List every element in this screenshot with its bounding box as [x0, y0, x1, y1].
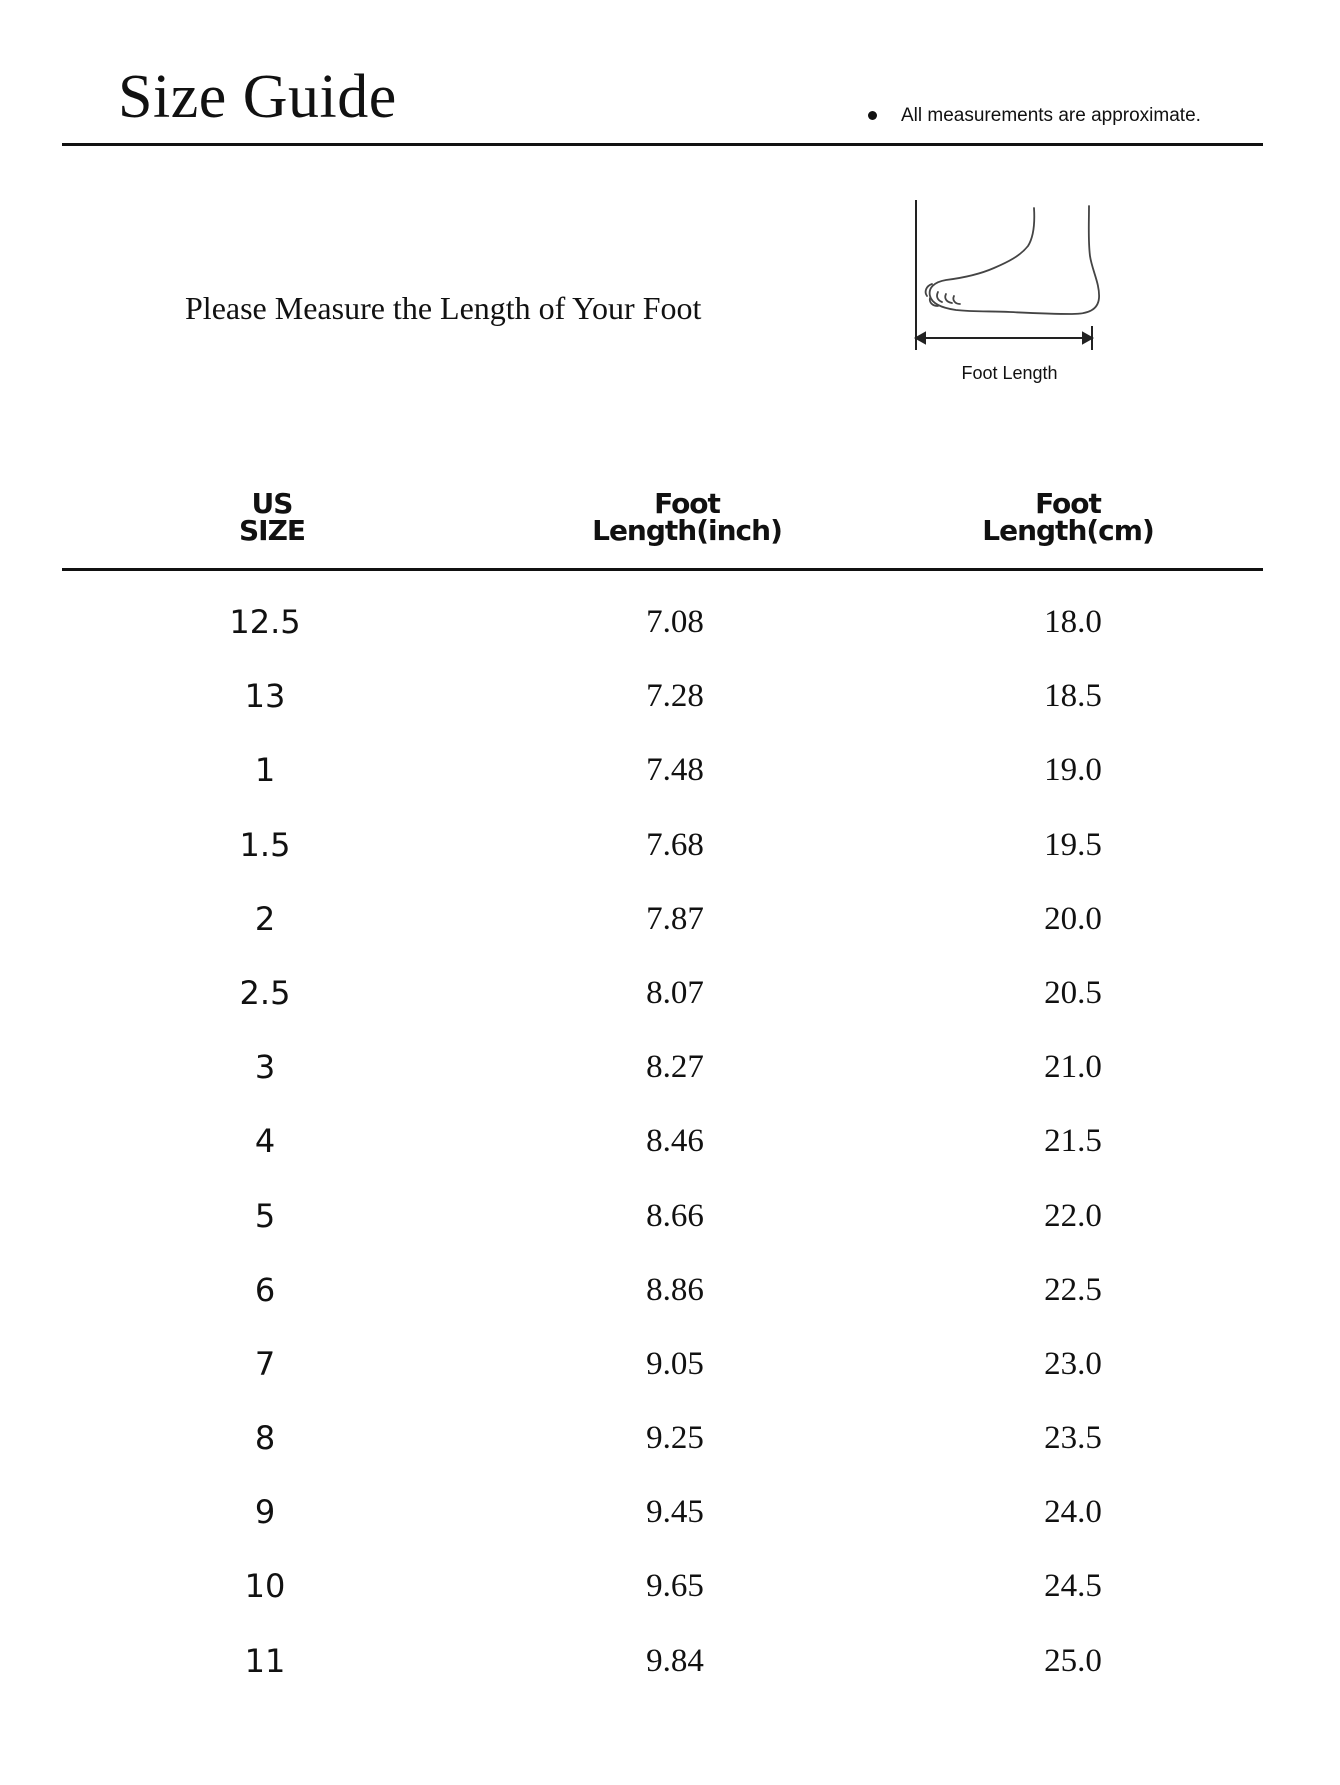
size-table-body	[0, 600, 1340, 1713]
us-size-cell: 4	[254, 1122, 276, 1161]
table-row	[0, 1564, 1340, 1638]
foot-length-cm-header	[982, 487, 1154, 547]
foot-length-cm-cell: 20.0	[1044, 900, 1102, 937]
bullet-icon	[868, 111, 877, 120]
us-size-cell: 10	[244, 1567, 286, 1606]
us-size-cell: 12.5	[229, 603, 301, 641]
us-size-cell: 1	[254, 751, 276, 790]
foot-length-caption: Foot Length	[961, 363, 1058, 383]
us-size-cell: 2.5	[239, 973, 291, 1012]
table-row	[0, 897, 1340, 971]
foot-length-cm-cell: 25.0	[1044, 1642, 1102, 1679]
foot-length-cm-cell: 23.0	[1044, 1345, 1102, 1382]
foot-length-cm-header-line-2: Length(cm)	[982, 514, 1154, 547]
table-row	[0, 823, 1340, 897]
foot-length-cm-cell: 19.5	[1044, 826, 1102, 863]
foot-length-inch-header	[592, 487, 782, 547]
foot-length-cm-cell: 24.5	[1044, 1568, 1102, 1605]
us-size-header	[238, 487, 306, 547]
us-size-cell: 2	[254, 899, 276, 938]
foot-length-inch-cell: 7.68	[646, 826, 704, 863]
table-row	[0, 1045, 1340, 1119]
us-size-header-line-1: US	[251, 487, 293, 520]
table-row	[0, 1639, 1340, 1713]
us-size-header-line-2: SIZE	[238, 514, 306, 547]
foot-length-inch-cell: 7.08	[646, 604, 704, 640]
foot-length-figure	[912, 200, 1112, 390]
table-row	[0, 1342, 1340, 1416]
foot-length-inch-cell: 7.28	[646, 678, 704, 715]
foot-length-cm-cell: 21.5	[1044, 1123, 1102, 1160]
foot-length-inch-header-line-1: Foot	[654, 487, 720, 520]
title-divider	[62, 143, 1263, 146]
foot-length-cm-cell: 24.0	[1044, 1494, 1102, 1531]
us-size-cell: 11	[244, 1641, 286, 1680]
page-title: Size Guide	[118, 63, 397, 131]
foot-length-cm-header-line-1: Foot	[1035, 487, 1101, 520]
us-size-cell: 7	[254, 1344, 276, 1383]
us-size-cell: 3	[254, 1048, 276, 1087]
table-row	[0, 748, 1340, 822]
foot-length-cm-cell: 20.5	[1044, 974, 1102, 1011]
foot-length-inch-cell: 9.84	[646, 1642, 704, 1679]
measure-instruction: Please Measure the Length of Your Foot	[185, 290, 702, 326]
foot-length-cm-cell: 22.0	[1044, 1197, 1102, 1234]
foot-length-diagram-icon	[912, 200, 1112, 360]
foot-length-inch-cell: 8.86	[646, 1271, 704, 1308]
foot-length-inch-cell: 9.25	[646, 1420, 704, 1457]
approximate-note	[868, 106, 1201, 125]
us-size-cell: 9	[254, 1493, 276, 1532]
table-row	[0, 971, 1340, 1045]
foot-length-inch-cell: 8.46	[646, 1123, 704, 1160]
foot-length-cm-cell: 23.5	[1044, 1420, 1102, 1457]
table-row	[0, 1268, 1340, 1342]
us-size-cell: 1.5	[239, 825, 291, 864]
approximate-note-text: All measurements are approximate.	[901, 105, 1201, 126]
foot-length-inch-cell: 8.27	[646, 1049, 704, 1086]
table-row	[0, 674, 1340, 748]
us-size-cell: 5	[254, 1196, 276, 1235]
us-size-cell: 6	[254, 1270, 276, 1309]
foot-length-inch-cell: 9.45	[646, 1494, 704, 1531]
foot-length-cm-cell: 18.5	[1044, 678, 1102, 715]
header-divider	[62, 568, 1263, 571]
foot-length-cm-cell: 22.5	[1044, 1271, 1102, 1308]
foot-length-inch-cell: 7.87	[646, 900, 704, 937]
us-size-cell: 8	[254, 1419, 276, 1458]
us-size-cell: 13	[244, 677, 286, 716]
foot-length-cm-cell: 18.0	[1044, 604, 1102, 640]
table-row	[0, 1490, 1340, 1564]
foot-length-inch-cell: 9.65	[646, 1568, 704, 1605]
foot-length-inch-cell: 9.05	[646, 1345, 704, 1382]
table-row	[0, 1119, 1340, 1193]
table-row	[0, 1416, 1340, 1490]
foot-length-cm-cell: 21.0	[1044, 1049, 1102, 1086]
foot-length-inch-cell: 8.07	[646, 974, 704, 1011]
foot-length-inch-cell: 8.66	[646, 1197, 704, 1234]
foot-length-inch-cell: 7.48	[646, 752, 704, 789]
table-row	[0, 1194, 1340, 1268]
table-row	[0, 600, 1340, 674]
foot-length-cm-cell: 19.0	[1044, 752, 1102, 789]
foot-length-inch-header-line-2: Length(inch)	[592, 514, 782, 547]
